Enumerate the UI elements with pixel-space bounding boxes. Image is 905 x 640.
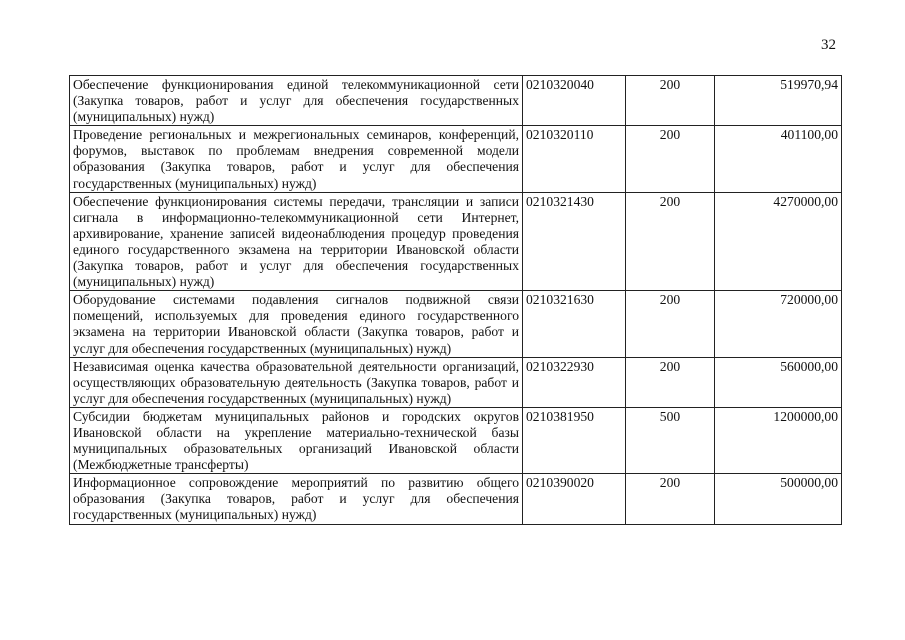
row-expense-type: 200 xyxy=(626,126,715,192)
row-description: Обеспечение функционирования системы передачи, трансляции и записи сигнала в информационно-телекоммуникационной сети Интернет, архивирование, хранение записей видеонаблюдения процедур проведения единого государственного экзамена на территории Ивановской области (Закупка товаров, работ и услуг для обеспечения государственных (муниципальных) нужд) xyxy=(70,192,523,291)
row-target-code: 0210320040 xyxy=(523,76,626,126)
row-description: Оборудование системами подавления сигналов подвижной связи помещений, используемых для проведения единого государственного экзамена на территории Ивановской области (Закупка товаров, работ и услуг для обеспечения государственных (муниципальных) нужд) xyxy=(70,291,523,357)
row-expense-type: 200 xyxy=(626,357,715,407)
row-amount: 401100,00 xyxy=(715,126,842,192)
row-description: Независимая оценка качества образовательной деятельности организаций, осуществляющих образовательную деятельность (Закупка товаров, работ и услуг для обеспечения государственных (муниципальных) нужд) xyxy=(70,357,523,407)
row-amount: 519970,94 xyxy=(715,76,842,126)
table-row xyxy=(70,76,842,126)
row-expense-type: 500 xyxy=(626,407,715,473)
table-row xyxy=(70,474,842,524)
table-row xyxy=(70,407,842,473)
row-description: Обеспечение функционирования единой телекоммуникационной сети (Закупка товаров, работ и услуг для обеспечения государственных (муниципальных) нужд) xyxy=(70,76,523,126)
table-row xyxy=(70,126,842,192)
row-description: Информационное сопровождение мероприятий по развитию общего образования (Закупка товаров, работ и услуг для обеспечения государственных (муниципальных) нужд) xyxy=(70,474,523,524)
row-expense-type: 200 xyxy=(626,291,715,357)
table-row xyxy=(70,192,842,291)
row-description: Субсидии бюджетам муниципальных районов и городских округов Ивановской области на укрепление материально-технической базы муниципальных образовательных организаций Ивановской области (Межбюджетные трансферты) xyxy=(70,407,523,473)
row-target-code: 0210381950 xyxy=(523,407,626,473)
table-row xyxy=(70,357,842,407)
row-expense-type: 200 xyxy=(626,474,715,524)
row-expense-type: 200 xyxy=(626,192,715,291)
row-description: Проведение региональных и межрегиональных семинаров, конференций, форумов, выставок по проблемам внедрения современной модели образования (Закупка товаров, работ и услуг для обеспечения государственных (муниципальных) нужд) xyxy=(70,126,523,192)
row-target-code: 0210390020 xyxy=(523,474,626,524)
table-row xyxy=(70,291,842,357)
budget-table xyxy=(69,75,842,525)
row-amount: 1200000,00 xyxy=(715,407,842,473)
row-amount: 4270000,00 xyxy=(715,192,842,291)
row-target-code: 0210320110 xyxy=(523,126,626,192)
row-amount: 500000,00 xyxy=(715,474,842,524)
row-target-code: 0210322930 xyxy=(523,357,626,407)
page-number: 32 xyxy=(821,37,836,53)
row-amount: 560000,00 xyxy=(715,357,842,407)
row-expense-type: 200 xyxy=(626,76,715,126)
row-target-code: 0210321630 xyxy=(523,291,626,357)
row-amount: 720000,00 xyxy=(715,291,842,357)
row-target-code: 0210321430 xyxy=(523,192,626,291)
